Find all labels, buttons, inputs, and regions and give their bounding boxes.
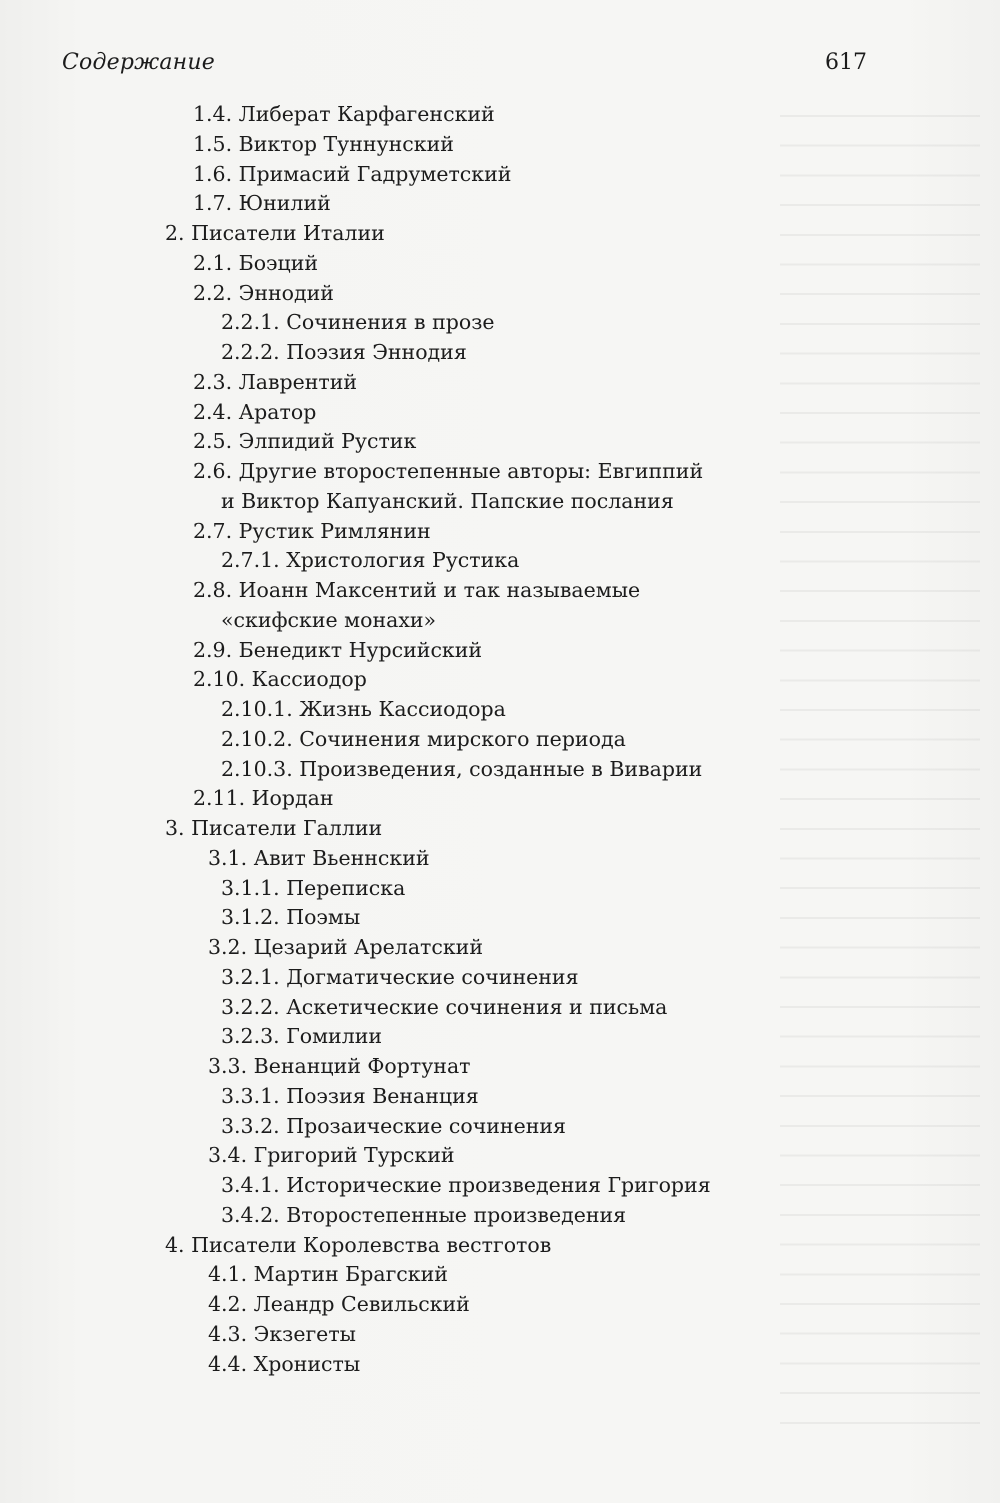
toc-entry: 2.2. Эннодий (193, 280, 334, 305)
toc-entry: 4. Писатели Королевства вестготов (165, 1232, 552, 1257)
toc-entry: 3.4.2. Второстепенные произведения (221, 1202, 627, 1227)
toc-entry: 2.10. Кассиодор (193, 667, 367, 692)
toc-entry: 1.7. Юнилий (193, 191, 331, 216)
toc-entry: 2.2.2. Поэзия Эннодия (221, 340, 467, 364)
table-of-contents (0, 100, 1000, 1379)
toc-entry: 4.1. Мартин Брагский (208, 1262, 448, 1287)
toc-entry: 1.5. Виктор Туннунский (193, 131, 454, 156)
toc-entry: 3.3.2. Прозаические сочинения (221, 1113, 566, 1138)
toc-entry: 3.3. Венанций Фортунат (208, 1054, 471, 1078)
toc-entry: 2.7.1. Христология Рустика (221, 548, 520, 573)
toc-entry: 1.4. Либерат Карфагенский (193, 102, 495, 126)
toc-entry: «скифские монахи» (221, 607, 437, 632)
toc-entry: 2. Писатели Италии (165, 221, 385, 245)
toc-entry: 4.4. Хронисты (208, 1351, 361, 1376)
running-head-title: Содержание (62, 50, 215, 75)
toc-entry: 3.2.2. Аскетические сочинения и письма (221, 994, 668, 1019)
toc-entry: 3.2.3. Гомилии (221, 1024, 383, 1049)
toc-entry: 3. Писатели Галлии (165, 816, 383, 840)
toc-entry: и Виктор Капуанский. Папские послания (221, 488, 674, 513)
toc-entry: 2.10.2. Сочинения мирского периода (221, 726, 626, 751)
toc-entry: 4.3. Экзегеты (208, 1321, 356, 1346)
toc-entry: 2.6. Другие второстепенные авторы: Евгиппий (193, 459, 704, 483)
toc-entry: 2.10.1. Жизнь Кассиодора (221, 697, 506, 721)
toc-entry: 2.11. Иордан (193, 786, 334, 811)
toc-entry: 3.2. Цезарий Арелатский (208, 935, 483, 959)
toc-entry: 3.2.1. Догматические сочинения (221, 964, 579, 989)
toc-entry: 3.1.2. Поэмы (221, 905, 361, 930)
toc-entry: 3.1.1. Переписка (221, 875, 406, 900)
toc-entry: 3.1. Авит Вьеннский (208, 845, 430, 870)
toc-entry: 2.9. Бенедикт Нурсийский (193, 637, 483, 662)
toc-entry: 2.4. Аратор (193, 399, 317, 424)
toc-entry: 2.2.1. Сочинения в прозе (221, 310, 495, 335)
toc-entry: 3.3.1. Поэзия Венанция (221, 1083, 479, 1108)
toc-entry: 2.8. Иоанн Максентий и так называемые (193, 578, 641, 602)
toc-entry: 2.3. Лаврентий (193, 369, 358, 394)
toc-entry: 2.1. Боэций (193, 250, 319, 275)
toc-entry: 3.4.1. Исторические произведения Григория (221, 1173, 711, 1197)
toc-entry: 2.7. Рустик Римлянин (193, 518, 431, 543)
page-number: 617 (825, 50, 867, 75)
toc-entry: 1.6. Примасий Гадруметский (193, 161, 512, 186)
toc-entry: 2.5. Элпидий Рустик (193, 429, 417, 454)
toc-entry: 3.4. Григорий Турский (208, 1143, 455, 1168)
toc-entry: 2.10.3. Произведения, созданные в Виварии (221, 756, 703, 781)
toc-entry: 4.2. Леандр Севильский (208, 1292, 470, 1316)
